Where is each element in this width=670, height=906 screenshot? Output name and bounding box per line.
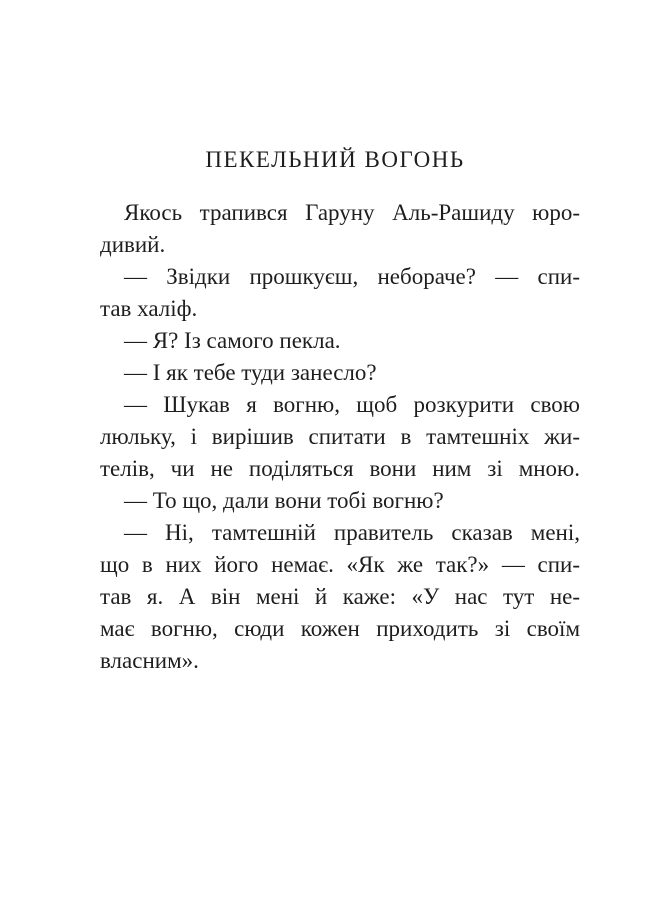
text-line: Якось трапився Гаруну Аль-Рашиду юро- bbox=[124, 200, 580, 225]
text-line: має вогню, сюди кожен приходить зі своїм bbox=[100, 616, 580, 641]
text-line: телів, чи не поділяться вони ним зі мною. bbox=[100, 456, 580, 481]
text-line: тав я. А він мені й каже: «У нас тут не- bbox=[100, 584, 580, 609]
chapter-title: ПЕКЕЛЬНИЙ ВОГОНЬ bbox=[205, 147, 465, 172]
text-line: — І як тебе туди занесло? bbox=[124, 360, 377, 385]
story-text bbox=[100, 197, 580, 677]
text-line: власним». bbox=[100, 648, 199, 673]
text-line: — Я? Із самого пекла. bbox=[124, 328, 341, 353]
text-line: дивий. bbox=[100, 232, 166, 257]
text-line: — Звідки прошкуєш, небораче? — спи- bbox=[124, 264, 580, 289]
text-line: люльку, і вирішив спитати в тамтешніх жи- bbox=[100, 424, 580, 449]
text-line: що в них його немає. «Як же так?» — спи- bbox=[100, 552, 580, 577]
text-line: — Ні, тамтешній правитель сказав мені, bbox=[124, 520, 580, 545]
text-line: — То що, дали вони тобі вогню? bbox=[124, 488, 444, 513]
text-line: — Шукав я вогню, щоб розкурити свою bbox=[124, 392, 580, 417]
text-line: тав халіф. bbox=[100, 296, 198, 321]
